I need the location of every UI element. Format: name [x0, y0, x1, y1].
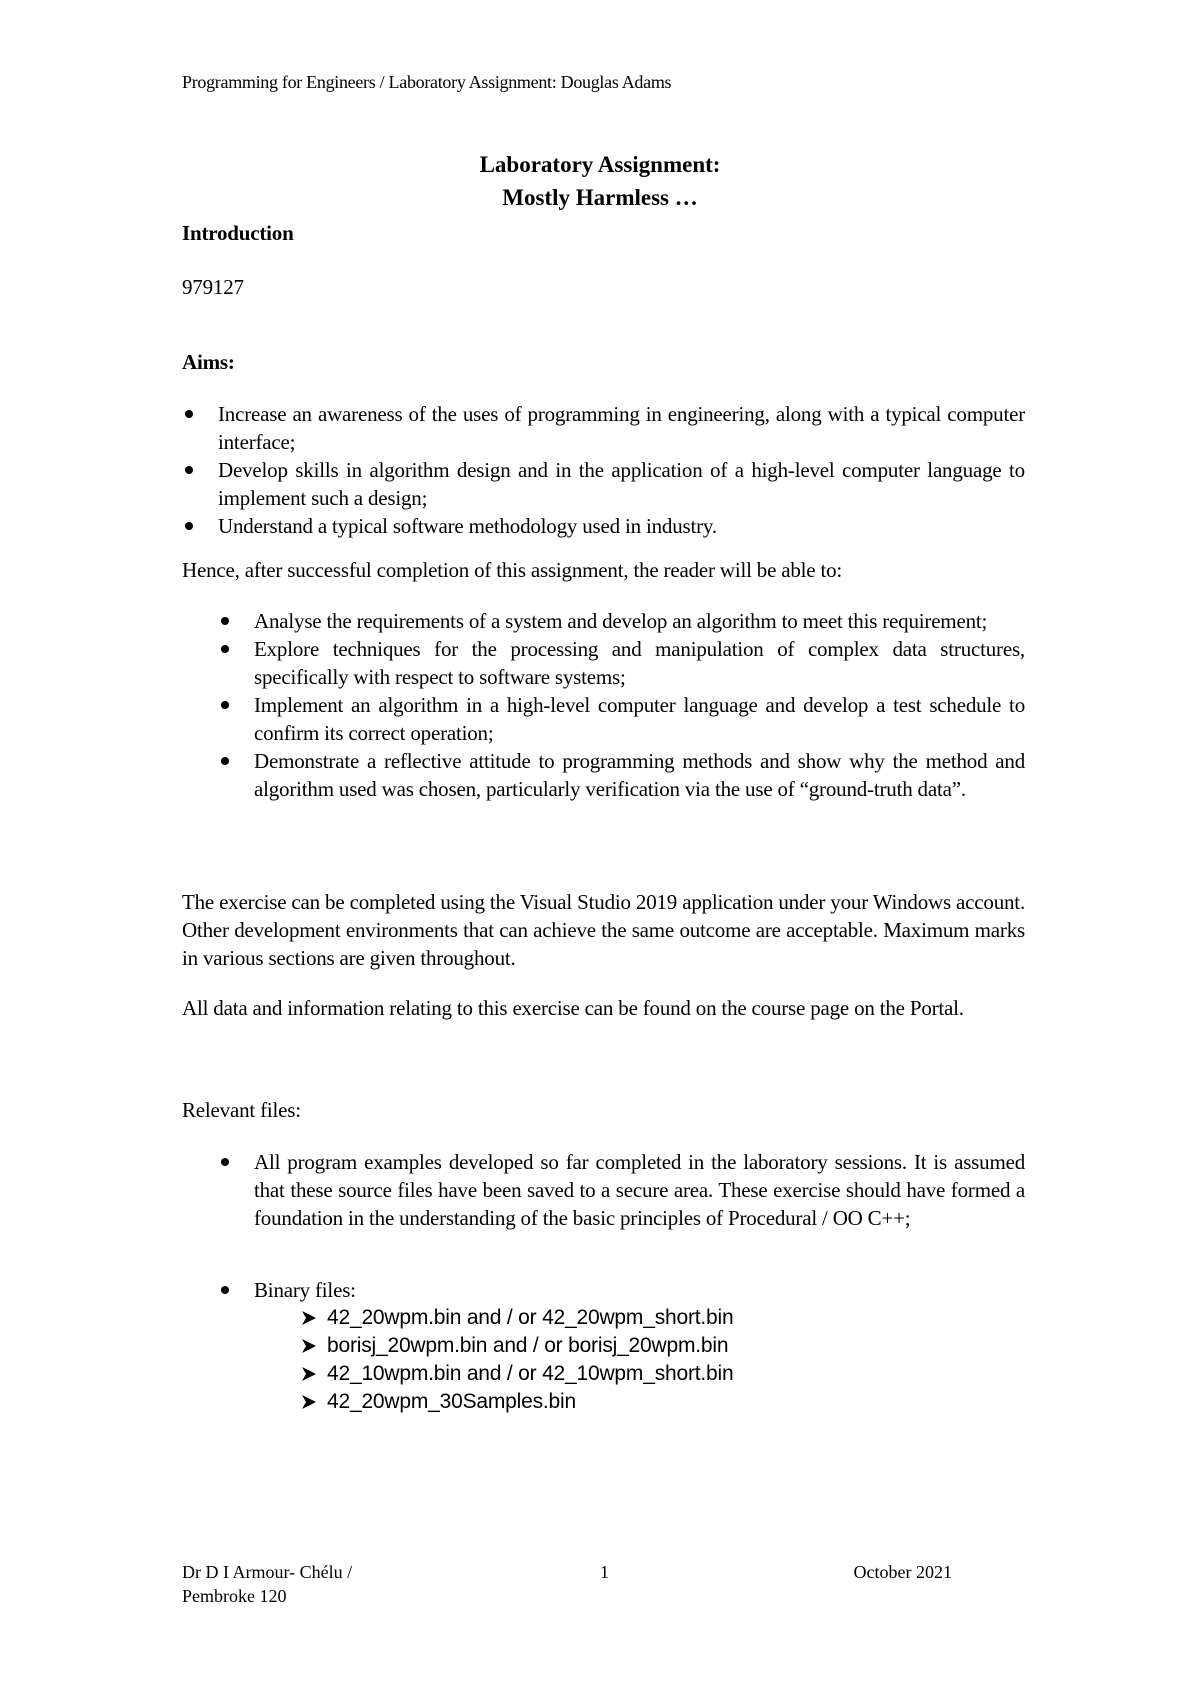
arrowhead-bullet-icon: [301, 1366, 317, 1382]
arrowhead-bullet-icon: [301, 1338, 317, 1354]
relevant-files-list: [218, 1148, 1025, 1232]
footer-date: October 2021: [853, 1562, 952, 1582]
binary-file-name: borisj_20wpm.bin and / or borisj_20wpm.bin: [327, 1334, 729, 1357]
section-heading-introduction: Introduction: [182, 221, 294, 245]
aims-list: [182, 400, 1025, 540]
environment-paragraph: The exercise can be completed using the Visual Studio 2019 application under your Windows account. Other development environments that can achieve the same outcome are acceptable. Maximum marks in various sections are given throughout.: [182, 890, 1025, 970]
list-item: Understand a typical software methodology used in industry.: [182, 512, 1025, 540]
list-item: Implement an algorithm in a high-level computer language and develop a test schedule to confirm its correct operation;: [218, 691, 1025, 747]
page-number: 1: [600, 1562, 609, 1582]
relevant-files-heading: Relevant files:: [182, 1098, 301, 1122]
binary-file-item: [301, 1304, 1025, 1332]
outcomes-list-container: [182, 607, 1025, 803]
footer-author-line-1: Dr D I Armour- Chélu /: [182, 1562, 353, 1582]
arrowhead-bullet-icon: [301, 1310, 317, 1326]
binary-file-item: [301, 1360, 1025, 1388]
list-item: Binary files:: [218, 1276, 1025, 1304]
list-item: All program examples developed so far completed in the laboratory sessions. It is assumed that these source files have been saved to a secure area. These exercise should have formed a foundation in the understanding of the basic principles of Procedural / OO C++;: [218, 1148, 1025, 1232]
binary-files-list: [301, 1304, 1025, 1416]
list-item: Explore techniques for the processing and manipulation of complex data structures, specifically with respect to software systems;: [218, 635, 1025, 691]
introduction-heading: [182, 219, 1025, 247]
binary-file-name: 42_20wpm.bin and / or 42_20wpm_short.bin: [327, 1306, 734, 1329]
title-line-1: Laboratory Assignment:: [479, 152, 721, 177]
section-heading-aims: Aims:: [182, 350, 235, 374]
list-item: Increase an awareness of the uses of programming in engineering, along with a typical computer interface;: [182, 400, 1025, 456]
outcomes-intro: Hence, after successful completion of this assignment, the reader will be able to:: [182, 558, 843, 582]
binary-files-container: [182, 1276, 1025, 1416]
relevant-files-container: [182, 1148, 1025, 1232]
introduction-text: 979127: [182, 275, 244, 299]
title-line-2: Mostly Harmless …: [502, 185, 698, 210]
footer-author: [182, 1560, 352, 1608]
binary-file-name: 42_20wpm_30Samples.bin: [327, 1390, 576, 1413]
arrowhead-bullet-icon: [301, 1394, 317, 1410]
list-item: Develop skills in algorithm design and in the application of a high-level computer language to implement such a design;: [182, 456, 1025, 512]
aims-heading: [182, 348, 1025, 376]
binary-file-item: [301, 1388, 1025, 1416]
binary-files-bullet: [218, 1276, 1025, 1304]
aims-list-container: [182, 400, 1025, 540]
running-header: Programming for Engineers / Laboratory Assignment: Douglas Adams: [182, 72, 672, 92]
binary-file-item: [301, 1332, 1025, 1360]
document-title: [0, 148, 1200, 214]
binary-file-name: 42_10wpm.bin and / or 42_10wpm_short.bin: [327, 1362, 734, 1385]
outcomes-list: [218, 607, 1025, 803]
list-item: Analyse the requirements of a system and develop an algorithm to meet this requirement;: [218, 607, 1025, 635]
data-location-paragraph: All data and information relating to this exercise can be found on the course page on the Portal.: [182, 996, 964, 1020]
list-item: Demonstrate a reflective attitude to programming methods and show why the method and algorithm used was chosen, particularly verification via the use of “ground-truth data”.: [218, 747, 1025, 803]
footer-author-line-2: Pembroke 120: [182, 1586, 287, 1606]
